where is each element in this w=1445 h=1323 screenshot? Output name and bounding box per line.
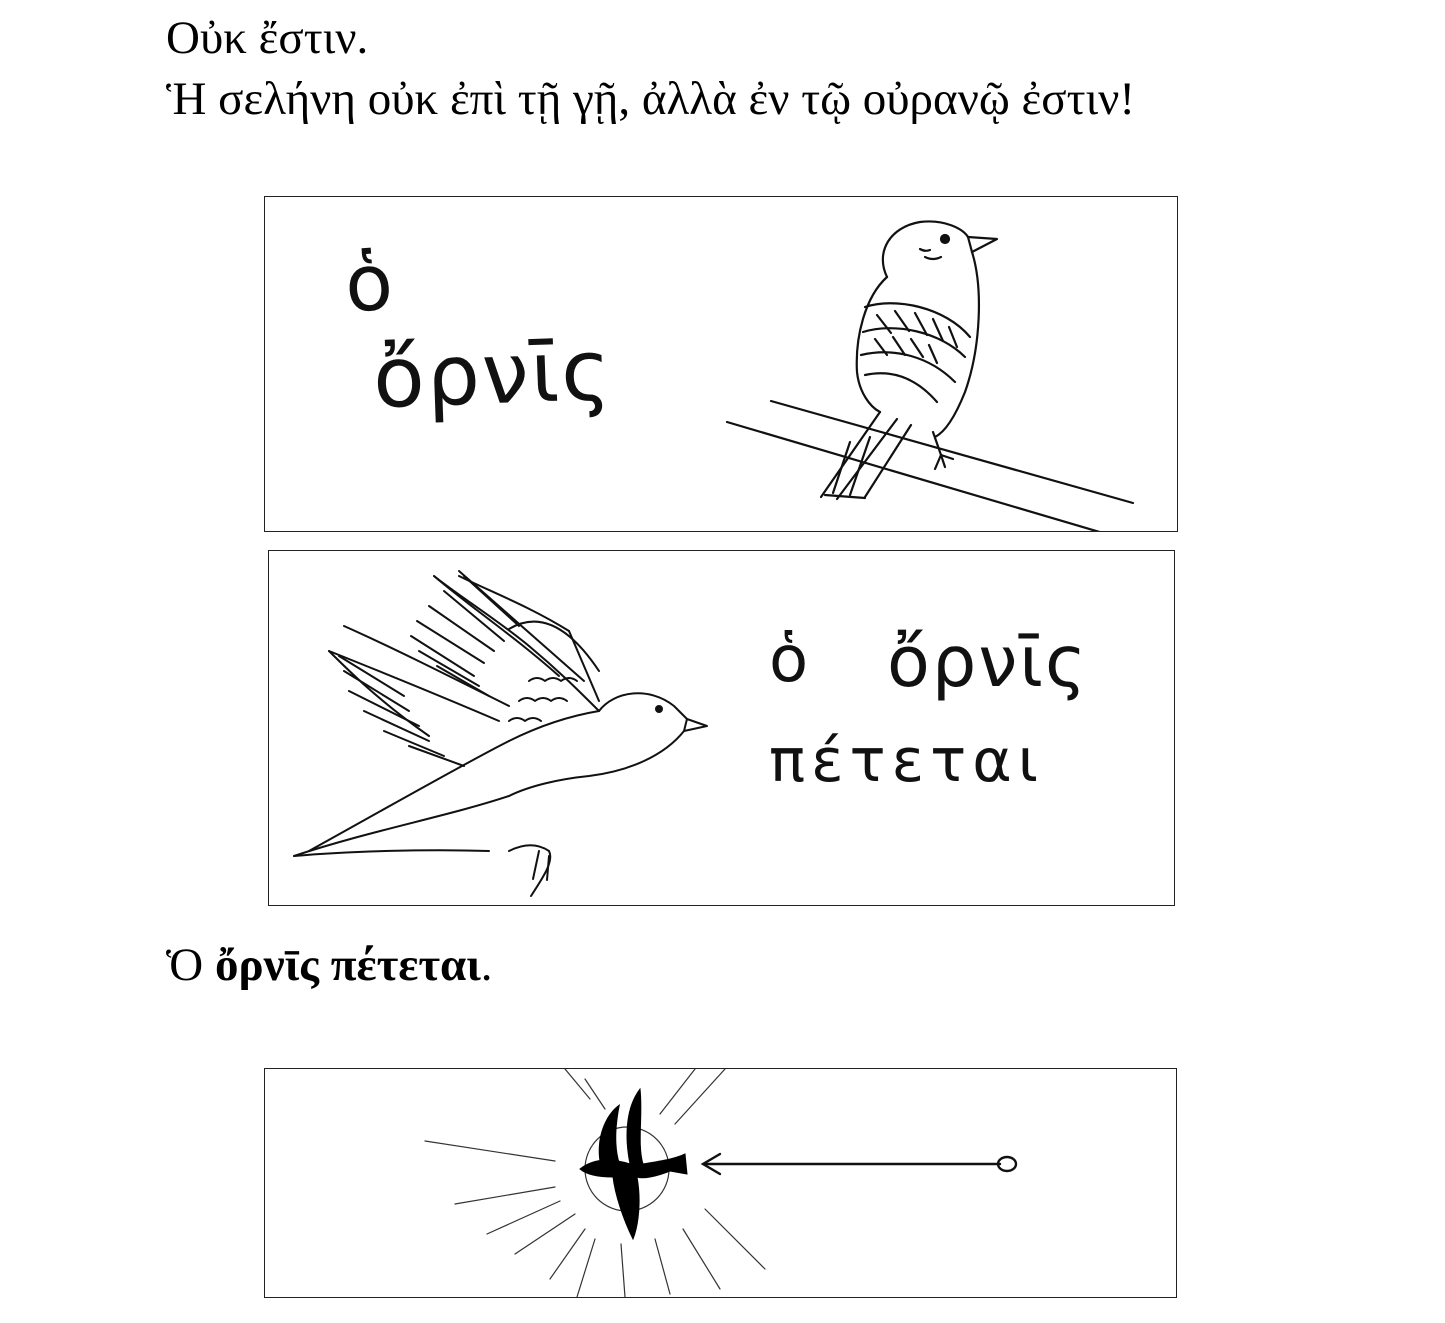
handwritten-noun: ὄρνῑς [887,621,1089,703]
caption-article: Ὁ [166,939,204,991]
panel-flying-bird [268,550,1175,906]
caption-period: . [480,939,493,991]
handwritten-verb: πέτεται [769,726,1045,796]
intro-line-1: Οὐκ ἔστιν. [166,12,369,64]
panel-bird-silhouette [264,1068,1177,1298]
caption-sentence [166,935,493,996]
handwritten-article: ὁ [341,237,396,331]
intro-text [166,8,1266,130]
caption-noun: ὄρνῑς [214,939,319,991]
intro-line-2: Ἡ σελήνη οὐκ ἐπὶ τῇ γῇ, ἀλλὰ ἐν τῷ οὐρανῷ ἐστιν! [166,73,1136,125]
handwritten-noun: ὄρνῑς [371,320,614,428]
handwritten-article: ὁ [769,623,809,697]
panel-perched-bird [264,196,1178,532]
caption-verb: πέτεται [330,939,481,991]
bird-silhouette-illustration [265,1069,1177,1298]
